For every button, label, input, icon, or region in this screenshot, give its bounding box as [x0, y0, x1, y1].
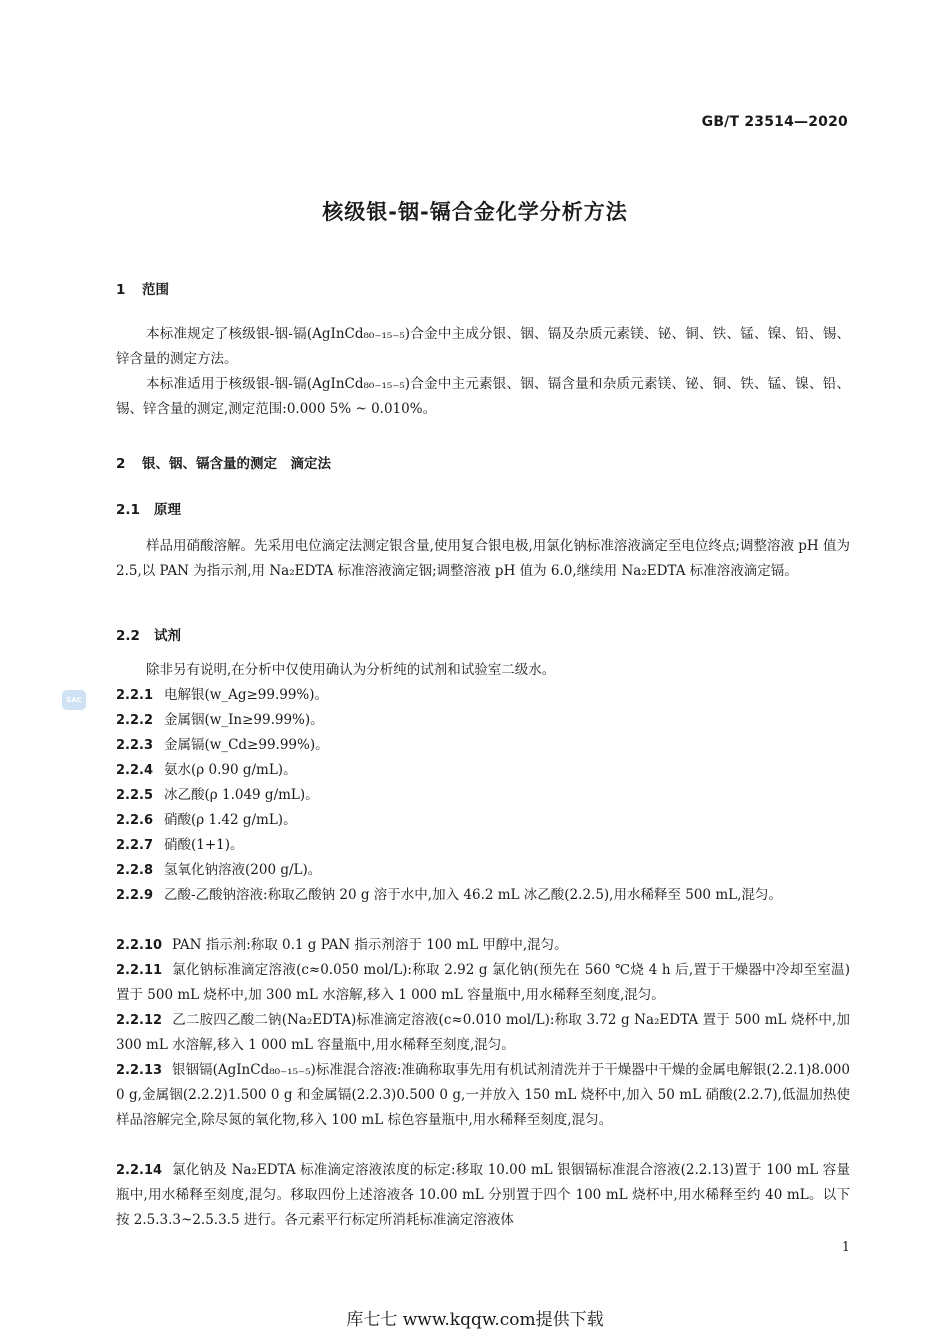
item-number: 2.2.12 — [116, 1013, 163, 1028]
item-number: 2.2.3 — [116, 738, 154, 753]
reagent-item — [116, 883, 850, 908]
sac-watermark: SAC — [62, 690, 86, 710]
item-number: 2.2.7 — [116, 838, 154, 853]
section-2-2-heading — [116, 624, 181, 644]
item-text: 银铟镉(AgInCd₈₀₋₁₅₋₅)标准混合溶液:准确称取事先用有机试剂清洗并于干燥器中干燥的金属电解银(2.2.1)8.000 0 g,金属铟(2.2.2)1.500 0 g 和金属镉(2.2.3)0.500 0 g,一并放入 150 mL 烧杯中,加入 50 mL 硝酸(2.2.7),低温加热使样品溶解完全,除尽氮的氧化物,移入 100 mL 棕色容量瓶中,用水稀释至刻度,混匀。 — [116, 1062, 850, 1128]
section-title: 银、铟、镉含量的测定 滴定法 — [142, 456, 331, 472]
section-title: 试剂 — [154, 628, 181, 644]
section-2-heading — [116, 452, 331, 472]
document-title: 核级银-铟-镉合金化学分析方法 — [322, 200, 628, 224]
item-number: 2.2.11 — [116, 963, 163, 978]
item-text: 氯化钠标准滴定溶液(c≈0.050 mol/L):称取 2.92 g 氯化钠(预先在 560 ℃烧 4 h 后,置于干燥器中冷却至室温)置于 500 mL 烧杯中,加 300 mL 水溶解,移入 1 000 mL 容量瓶中,用水稀释至刻度,混匀。 — [116, 962, 850, 1003]
item-text: 乙酸-乙酸钠溶液:称取乙酸钠 20 g 溶于水中,加入 46.2 mL 冰乙酸(2.2.5),用水稀释至 500 mL,混匀。 — [164, 887, 782, 903]
item-number: 2.2.10 — [116, 938, 163, 953]
section-title: 范围 — [142, 282, 169, 298]
principle-paragraph: 样品用硝酸溶解。先采用电位滴定法测定银含量,使用复合银电极,用氯化钠标准溶液滴定至电位终点;调整溶液 pH 值为 2.5,以 PAN 为指示剂,用 Na₂EDTA 标准溶液滴定铟;调整溶液 pH 值为 6.0,继续用 Na₂EDTA 标准溶液滴定镉。 — [116, 538, 850, 579]
reagent-item — [116, 758, 850, 783]
reagent-item — [116, 833, 850, 858]
item-text: 冰乙酸(ρ 1.049 g/mL)。 — [164, 787, 319, 803]
item-number: 2.2.13 — [116, 1063, 163, 1078]
item-text: 氨水(ρ 0.90 g/mL)。 — [164, 762, 297, 778]
section-2-1-heading — [116, 498, 181, 518]
scope-paragraph-2: 本标准适用于核级银-铟-镉(AgInCd₈₀₋₁₅₋₅)合金中主元素银、铟、镉含量和杂质元素镁、铋、铜、铁、锰、镍、铅、锡、锌含量的测定,测定范围:0.000 5% ~ 0.010%。 — [116, 376, 850, 417]
item-number: 2.2.4 — [116, 763, 154, 778]
scope-paragraph-1: 本标准规定了核级银-铟-镉(AgInCd₈₀₋₁₅₋₅)合金中主成分银、铟、镉及杂质元素镁、铋、铜、铁、锰、镍、铅、锡、锌含量的测定方法。 — [116, 326, 850, 367]
item-number: 2.2.6 — [116, 813, 154, 828]
section-1-heading — [116, 278, 169, 298]
reagent-item — [116, 783, 850, 808]
section-number: 1 — [116, 282, 126, 298]
section-number: 2.1 — [116, 502, 140, 518]
item-number: 2.2.9 — [116, 888, 154, 903]
section-number: 2 — [116, 456, 126, 472]
standard-code: GB/T 23514—2020 — [701, 114, 848, 130]
reagent-item — [116, 808, 850, 833]
reagent-item — [116, 933, 850, 958]
reagents-intro: 除非另有说明,在分析中仅使用确认为分析纯的试剂和试验室二级水。 — [146, 662, 556, 678]
item-text: 电解银(w_Ag≥99.99%)。 — [164, 687, 329, 703]
item-text: 乙二胺四乙酸二钠(Na₂EDTA)标准滴定溶液(c≈0.010 mol/L):称取 3.72 g Na₂EDTA 置于 500 mL 烧杯中,加 300 mL 水溶解,移入 1 000 mL 容量瓶中,用水稀释至刻度,混匀。 — [116, 1012, 850, 1053]
reagent-item — [116, 858, 850, 883]
item-text: 硝酸(ρ 1.42 g/mL)。 — [164, 812, 297, 828]
item-number: 2.2.1 — [116, 688, 154, 703]
item-text: 金属镉(w_Cd≥99.99%)。 — [164, 737, 329, 753]
reagent-item — [116, 708, 850, 733]
item-text: 金属铟(w_In≥99.99%)。 — [164, 712, 324, 728]
section-title: 原理 — [154, 502, 181, 518]
reagent-item — [116, 1158, 850, 1233]
item-number: 2.2.5 — [116, 788, 154, 803]
item-text: 氢氧化钠溶液(200 g/L)。 — [164, 862, 322, 878]
reagent-item — [116, 1008, 850, 1058]
item-number: 2.2.2 — [116, 713, 154, 728]
reagent-item — [116, 958, 850, 1008]
reagent-item — [116, 1058, 850, 1133]
item-number: 2.2.8 — [116, 863, 154, 878]
item-text: PAN 指示剂:称取 0.1 g PAN 指示剂溶于 100 mL 甲醇中,混匀。 — [172, 937, 568, 953]
page-number: 1 — [841, 1240, 850, 1255]
item-text: 氯化钠及 Na₂EDTA 标准滴定溶液浓度的标定:移取 10.00 mL 银铟镉标准混合溶液(2.2.13)置于 100 mL 容量瓶中,用水稀释至刻度,混匀。移取四份上述溶液各 10.00 mL 分别置于四个 100 mL 烧杯中,用水稀释至约 40 mL。以下按 2.5.3.3~2.5.3.5 进行。各元素平行标定所消耗标准滴定溶液体 — [116, 1162, 850, 1228]
reagent-item — [116, 733, 850, 758]
item-text: 硝酸(1+1)。 — [164, 837, 244, 853]
section-number: 2.2 — [116, 628, 140, 644]
item-number: 2.2.14 — [116, 1163, 163, 1178]
reagent-item — [116, 683, 850, 708]
download-footer: 库七七 www.kqqw.com提供下载 — [346, 1310, 604, 1330]
